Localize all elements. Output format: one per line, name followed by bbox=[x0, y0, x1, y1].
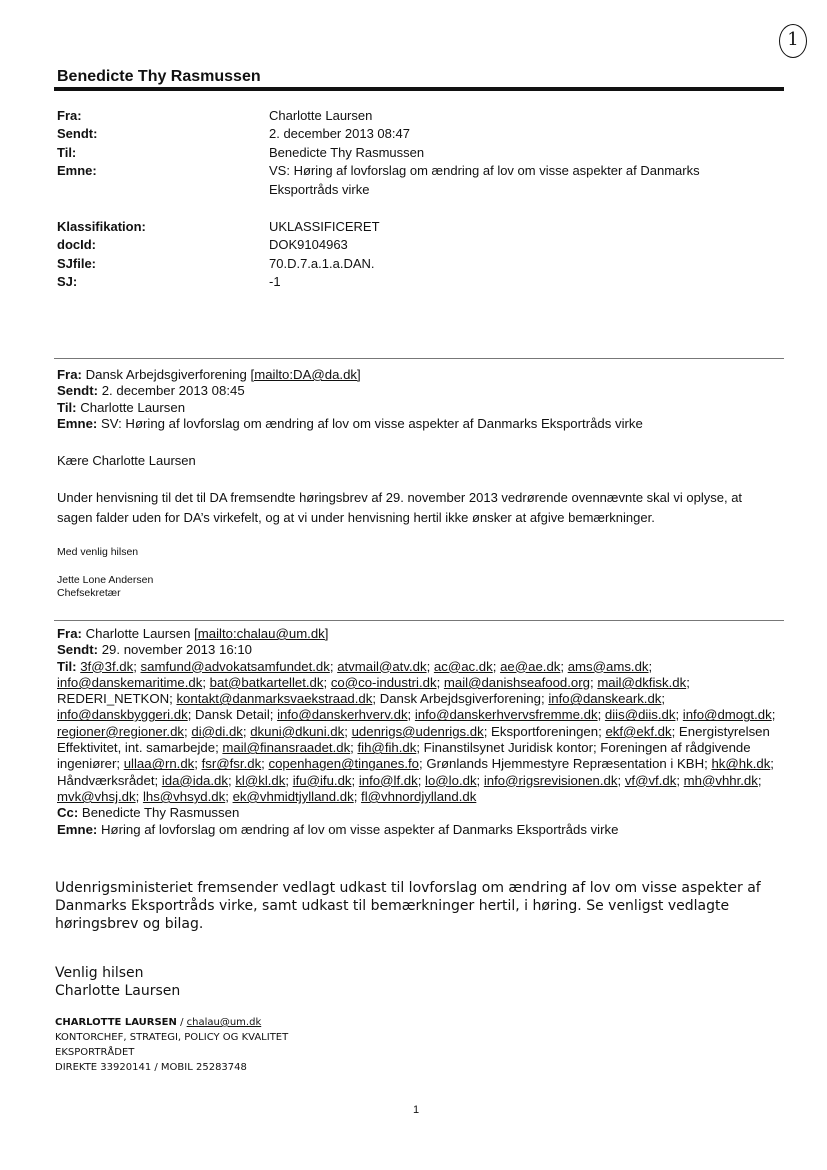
page-number: 1 bbox=[412, 1104, 420, 1116]
recipient-text: ; bbox=[344, 723, 352, 739]
til-label: Til: bbox=[57, 145, 77, 160]
recipient-email-link[interactable]: info@danskerhverv.dk bbox=[277, 707, 408, 723]
recipient-text: ; bbox=[476, 772, 484, 788]
recipient-text: ; bbox=[617, 772, 625, 788]
sjfile-label: SJfile: bbox=[57, 256, 97, 271]
emne-label: Emne: bbox=[57, 163, 97, 178]
recipient-text: ; bbox=[771, 707, 776, 723]
email3-sendt-label: Sendt: bbox=[57, 642, 99, 658]
email2-closing: Med venlig hilsen bbox=[57, 546, 139, 558]
recipient-text: ; Håndværksrådet; bbox=[57, 756, 774, 788]
email2-sender-name: Jette Lone Andersen bbox=[57, 574, 154, 586]
email3-sendt: 29. november 2013 16:10 bbox=[101, 642, 253, 658]
signature-slash: / bbox=[180, 1017, 184, 1028]
recipient-email-link[interactable]: mail@finansraadet.dk bbox=[222, 740, 351, 756]
recipient-text: ; bbox=[589, 674, 598, 690]
separator-line bbox=[54, 620, 784, 621]
recipient-email-link[interactable]: 3f@3f.dk bbox=[80, 658, 134, 674]
email3-fra-label: Fra: bbox=[57, 626, 82, 641]
recipient-email-link[interactable]: mail@dkfisk.dk bbox=[597, 674, 687, 690]
recipient-text: ; Grønlands Hjemmestyre Repræsentation i KBH; bbox=[419, 756, 712, 772]
signature-phone: DIREKTE 33920141 / MOBIL 25283748 bbox=[55, 1062, 247, 1073]
email2-sendt: 2. december 2013 08:45 bbox=[101, 383, 245, 399]
email3-mailto-link[interactable]: [mailto:chalau@um.dk] bbox=[194, 626, 329, 641]
email3-header bbox=[57, 626, 777, 838]
sjfile-value: 70.D.7.a.1.a.DAN. bbox=[269, 256, 375, 271]
recipient-email-link[interactable]: info@danskbyggeri.dk bbox=[57, 707, 188, 723]
email3-til-label: Til: bbox=[57, 658, 77, 674]
recipient-email-link[interactable]: fih@fih.dk bbox=[357, 740, 417, 756]
recipient-text: ; bbox=[323, 674, 331, 690]
recipient-text: ; bbox=[242, 723, 251, 739]
email2-sendt-label: Sendt: bbox=[57, 383, 99, 399]
recipient-list bbox=[57, 659, 777, 806]
sj-label: SJ: bbox=[57, 274, 78, 289]
recipient-email-link[interactable]: copenhagen@tinganes.fo bbox=[268, 756, 420, 772]
recipient-text: ; bbox=[329, 658, 338, 674]
recipient-text: ; bbox=[261, 756, 269, 772]
recipient-email-link[interactable]: ekf@ekf.dk bbox=[605, 723, 672, 739]
recipient-text: ; bbox=[417, 772, 426, 788]
recipient-text: ; Dansk Arbejdsgiverforening; bbox=[372, 691, 549, 707]
recipient-text: ; bbox=[350, 740, 358, 756]
recipient-email-link[interactable]: info@rigsrevisionen.dk bbox=[483, 772, 618, 788]
recipient-text: ; bbox=[426, 658, 434, 674]
recipients bbox=[57, 659, 775, 804]
email3-sender: Charlotte Laursen bbox=[55, 983, 181, 999]
email2-mailto-link[interactable]: [mailto:DA@da.dk] bbox=[250, 367, 361, 382]
email2-header bbox=[57, 367, 777, 432]
recipient-text: ; bbox=[353, 788, 362, 804]
recipient-email-link[interactable]: ek@vhmidtjylland.dk bbox=[232, 788, 354, 804]
email2-til-label: Til: bbox=[57, 399, 77, 415]
recipient-email-link[interactable]: bat@batkartellet.dk bbox=[209, 674, 324, 690]
recipient-text: ; Dansk Detail; bbox=[187, 707, 278, 723]
recipient-email-link[interactable]: kl@kl.dk bbox=[235, 772, 286, 788]
klassifikation-label: Klassifikation: bbox=[57, 219, 146, 234]
header-rule bbox=[54, 87, 784, 91]
recipient-text: ; bbox=[351, 772, 359, 788]
email2-sender-title: Chefsekretær bbox=[57, 587, 121, 599]
email2-fra: Dansk Arbejdsgiverforening bbox=[85, 367, 247, 382]
recipient-email-link[interactable]: diis@diis.dk bbox=[604, 707, 676, 723]
handwritten-page-number: 1 bbox=[779, 24, 807, 58]
recipient-email-link[interactable]: info@lf.dk bbox=[358, 772, 418, 788]
recipient-email-link[interactable]: fl@vhnordjylland.dk bbox=[361, 788, 477, 804]
recipient-text: ; bbox=[676, 772, 684, 788]
email3-closing: Venlig hilsen bbox=[55, 965, 144, 981]
signature-title: KONTORCHEF, STRATEGI, POLICY OG KVALITET bbox=[55, 1032, 289, 1043]
recipient-text: ; bbox=[661, 691, 666, 707]
sendt-label: Sendt: bbox=[57, 126, 98, 141]
recipient-email-link[interactable]: info@danskerhvervsfremme.dk bbox=[414, 707, 598, 723]
recipient-email-link[interactable]: ac@ac.dk bbox=[433, 658, 493, 674]
recipient-email-link[interactable]: ae@ae.dk bbox=[500, 658, 561, 674]
mailbox-owner-name: Benedicte Thy Rasmussen bbox=[57, 68, 261, 85]
recipient-email-link[interactable]: lhs@vhsyd.dk bbox=[142, 788, 226, 804]
recipient-email-link[interactable]: lo@lo.dk bbox=[425, 772, 477, 788]
signature-email-link[interactable]: chalau@um.dk bbox=[186, 1017, 262, 1028]
recipient-email-link[interactable]: fsr@fsr.dk bbox=[201, 756, 262, 772]
email3-body: Udenrigsministeriet fremsender vedlagt udkast til lovforslag om ændring af lov om visse aspekter af Danmarks Eksportråds virke, samt udkast til bemærkninger hertil, i høring. Se venligst vedlagte høringsbrev og bilag. bbox=[55, 880, 761, 932]
recipient-text: ; Energistyrelsen Effektivitet, int. samarbejde; bbox=[57, 723, 770, 756]
recipient-text: ; bbox=[202, 674, 210, 690]
recipient-email-link[interactable]: ida@ida.dk bbox=[161, 772, 228, 788]
docid-label: docId: bbox=[57, 237, 96, 252]
email2-fra-label: Fra: bbox=[57, 367, 82, 382]
recipient-email-link[interactable]: samfund@advokatsamfundet.dk bbox=[140, 658, 330, 674]
signature-block bbox=[55, 1015, 288, 1075]
recipient-text: ; Finanstilsynet Juridisk kontor; Foreningen af rådgivende ingeniører; bbox=[57, 740, 751, 772]
recipient-text: ; bbox=[194, 756, 202, 772]
email3-fra: Charlotte Laursen bbox=[85, 626, 191, 641]
email2-til: Charlotte Laursen bbox=[80, 399, 186, 415]
email2-greeting: Kære Charlotte Laursen bbox=[57, 453, 196, 468]
recipient-text: ; bbox=[597, 707, 605, 723]
recipient-text: ; bbox=[407, 707, 415, 723]
recipient-email-link[interactable]: atvmail@atv.dk bbox=[337, 658, 427, 674]
docid-value: DOK9104963 bbox=[269, 237, 348, 252]
email2-emne: SV: Høring af lovforslag om ændring af lov om visse aspekter af Danmarks Eksportråds virke bbox=[100, 415, 643, 431]
recipient-email-link[interactable]: regioner@regioner.dk bbox=[57, 723, 185, 739]
recipient-text: ; bbox=[135, 788, 143, 804]
recipient-email-link[interactable]: info@danskemaritime.dk bbox=[57, 674, 203, 690]
signature-name: CHARLOTTE LAURSEN bbox=[55, 1017, 177, 1028]
recipient-email-link[interactable]: ams@ams.dk bbox=[567, 658, 649, 674]
sj-value: -1 bbox=[269, 274, 281, 289]
recipient-email-link[interactable]: co@co-industri.dk bbox=[330, 674, 437, 690]
recipient-email-link[interactable]: hk@hk.dk bbox=[711, 756, 771, 772]
separator-line bbox=[54, 358, 784, 359]
recipient-email-link[interactable]: info@dmogt.dk bbox=[682, 707, 772, 723]
recipient-email-link[interactable]: info@danskeark.dk bbox=[548, 691, 662, 707]
recipient-email-link[interactable]: mvk@vhsj.dk bbox=[57, 788, 136, 804]
til-value: Benedicte Thy Rasmussen bbox=[269, 145, 425, 160]
recipient-email-link[interactable]: udenrigs@udenrigs.dk bbox=[351, 723, 484, 739]
recipient-text: ; bbox=[228, 772, 236, 788]
recipient-text: ; bbox=[757, 772, 762, 788]
recipient-text: ; bbox=[225, 788, 233, 804]
recipient-text: ; bbox=[492, 658, 501, 674]
recipient-email-link[interactable]: ifu@ifu.dk bbox=[292, 772, 352, 788]
recipient-text: ; bbox=[648, 658, 653, 674]
email3-emne-label: Emne: bbox=[57, 821, 98, 837]
recipient-text: ; REDERI_NETKON; bbox=[57, 674, 690, 707]
recipient-text: ; bbox=[675, 707, 683, 723]
signature-department: EKSPORTRÅDET bbox=[55, 1047, 135, 1058]
email3-cc-label: Cc: bbox=[57, 805, 79, 821]
recipient-text: ; bbox=[133, 658, 141, 674]
recipient-text: ; Eksportforeningen; bbox=[483, 723, 606, 739]
recipient-email-link[interactable]: mh@vhhr.dk bbox=[683, 772, 758, 788]
recipient-email-link[interactable]: vf@vf.dk bbox=[624, 772, 677, 788]
email3-cc: Benedicte Thy Rasmussen bbox=[81, 805, 240, 821]
recipient-email-link[interactable]: dkuni@dkuni.dk bbox=[250, 723, 345, 739]
email2-body: Under henvisning til det til DA fremsendte høringsbrev af 29. november 2013 vedrørende ovennævnte skal vi oplyse, at sagen falder uden for DA’s virkefelt, og at vi under henvisning hertil ikke ønsker at afgive bemærkninger. bbox=[57, 490, 743, 525]
recipient-email-link[interactable]: ullaa@rn.dk bbox=[123, 756, 195, 772]
email2-emne-label: Emne: bbox=[57, 415, 98, 431]
sendt-value: 2. december 2013 08:47 bbox=[269, 126, 410, 141]
klassifikation-value: UKLASSIFICERET bbox=[269, 219, 380, 234]
fra-label: Fra: bbox=[57, 108, 82, 123]
recipient-text: ; bbox=[184, 723, 192, 739]
recipient-email-link[interactable]: kontakt@danmarksvaekstraad.dk bbox=[176, 691, 373, 707]
recipient-email-link[interactable]: di@di.dk bbox=[191, 723, 243, 739]
email3-emne: Høring af lovforslag om ændring af lov om visse aspekter af Danmarks Eksportråds virke bbox=[100, 821, 619, 837]
recipient-email-link[interactable]: mail@danishseafood.org bbox=[443, 674, 590, 690]
recipient-text: ; bbox=[285, 772, 293, 788]
recipient-text: ; bbox=[436, 674, 444, 690]
recipient-text: ; bbox=[560, 658, 568, 674]
emne-value: VS: Høring af lovforslag om ændring af lov om visse aspekter af Danmarks Eksportråds virke bbox=[269, 163, 700, 197]
fra-value: Charlotte Laursen bbox=[269, 108, 373, 123]
